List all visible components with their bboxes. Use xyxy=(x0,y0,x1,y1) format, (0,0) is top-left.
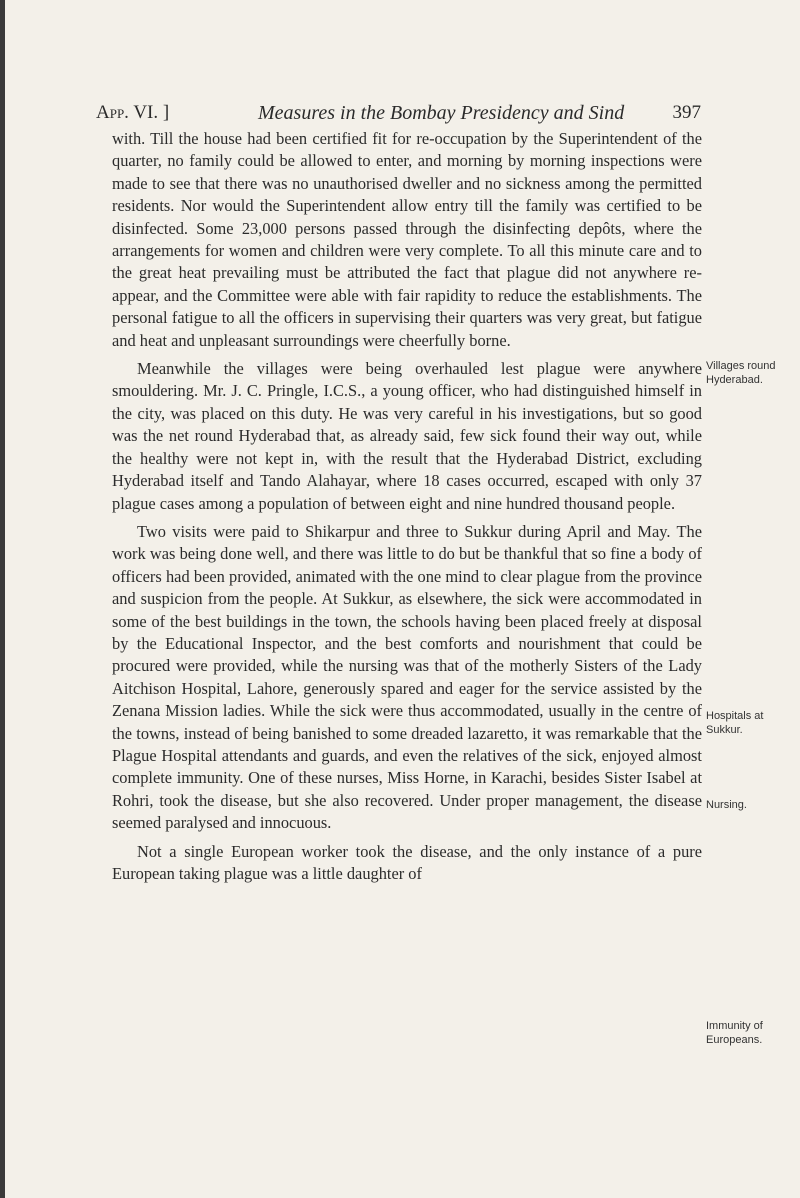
paragraph-sukkur: Two visits were paid to Shikarpur and three to Sukkur during April and May. The work was being done well, and there was little to do but be thankful that so fine a body of officers had been provided, animated with the one mind to clear plague from the province and suspicion from the people. At Sukkur, as elsewhere, the sick were accommodated in some of the best buildings in the town, the schools having been placed freely at disposal by the Educational Inspector, and the best comforts and nourishment that could be procured were provided, while the nursing was that of the motherly Sisters of the Lady Aitchison Hospital, Lahore, generously spared and eager for the service assisted by the Zenana Mission ladies. While the sick were thus accommodated, usually in the centre of the towns, instead of being banished to some dreaded lazaretto, it was remarkable that the Plague Hospital attendants and guards, and even the relatives of the sick, enjoyed almost complete immunity. One of these nurses, Miss Horne, in Karachi, besides Sister Isabel at Rohri, took the disease, but she also recovered. Under proper management, the disease seemed paralysed and innocuous. xyxy=(112,521,702,833)
book-spine-edge xyxy=(0,0,5,1198)
margin-note-line: Immunity of xyxy=(706,1020,763,1032)
margin-note-hospitals xyxy=(706,709,798,737)
margin-note-line: Nursing. xyxy=(706,799,747,811)
margin-note-nursing xyxy=(706,798,798,812)
margin-note-line: Sukkur. xyxy=(706,724,743,736)
margin-note-line: Hyderabad. xyxy=(706,374,763,386)
margin-note-villages xyxy=(706,359,798,387)
paragraph-continuation: with. Till the house had been certified fit for re-occupation by the Superintendent of the quarter, no family could be allowed to enter, and morning by morning inspections were made to see that there was no unauthorised dweller and no sickness among the permitted residents. Nor would the Superintendent allow entry till the family was certified to be disinfected. Some 23,000 persons passed through the disinfecting depôts, where the arrangements for women and children were very complete. To all this minute care and to the great heat prevailing must be attributed the fact that plague did not anywhere re-appear, and the Committee were able with fair rapidity to reduce the establishments. The personal fatigue to all the officers in supervising their quarters was very great, but fatigue and heat and unpleasant surroundings were cheerfully borne. xyxy=(112,129,702,350)
page-number: 397 xyxy=(672,102,701,123)
running-header xyxy=(96,100,701,126)
margin-note-immunity xyxy=(706,1019,798,1047)
running-title: Measures in the Bombay Presidency and Sind xyxy=(258,102,625,124)
margin-note-line: Hospitals at xyxy=(706,710,764,722)
appendix-label: App. VI. ] xyxy=(96,102,170,123)
paragraph-europeans: Not a single European worker took the disease, and the only instance of a pure European taking plague was a little daughter of xyxy=(112,841,702,883)
body-text xyxy=(112,128,702,885)
margin-note-line: Europeans. xyxy=(706,1034,763,1046)
margin-note-line: Villages round xyxy=(706,360,776,372)
paragraph-villages: Meanwhile the villages were being overhauled lest plague were anywhere smouldering. Mr. J. C. Pringle, I.C.S., a young officer, who had distinguished himself in the city, was placed on this duty. He was very careful in his investigations, but so good was the net round Hyderabad that, as already said, few sick found their way out, while the healthy were not kept in, with the result that the Hyderabad District, excluding Hyderabad itself and Tando Alahayar, where 18 cases occurred, escaped with only 37 plague cases among a population of between eight and nine hundred thousand people. xyxy=(112,359,702,513)
